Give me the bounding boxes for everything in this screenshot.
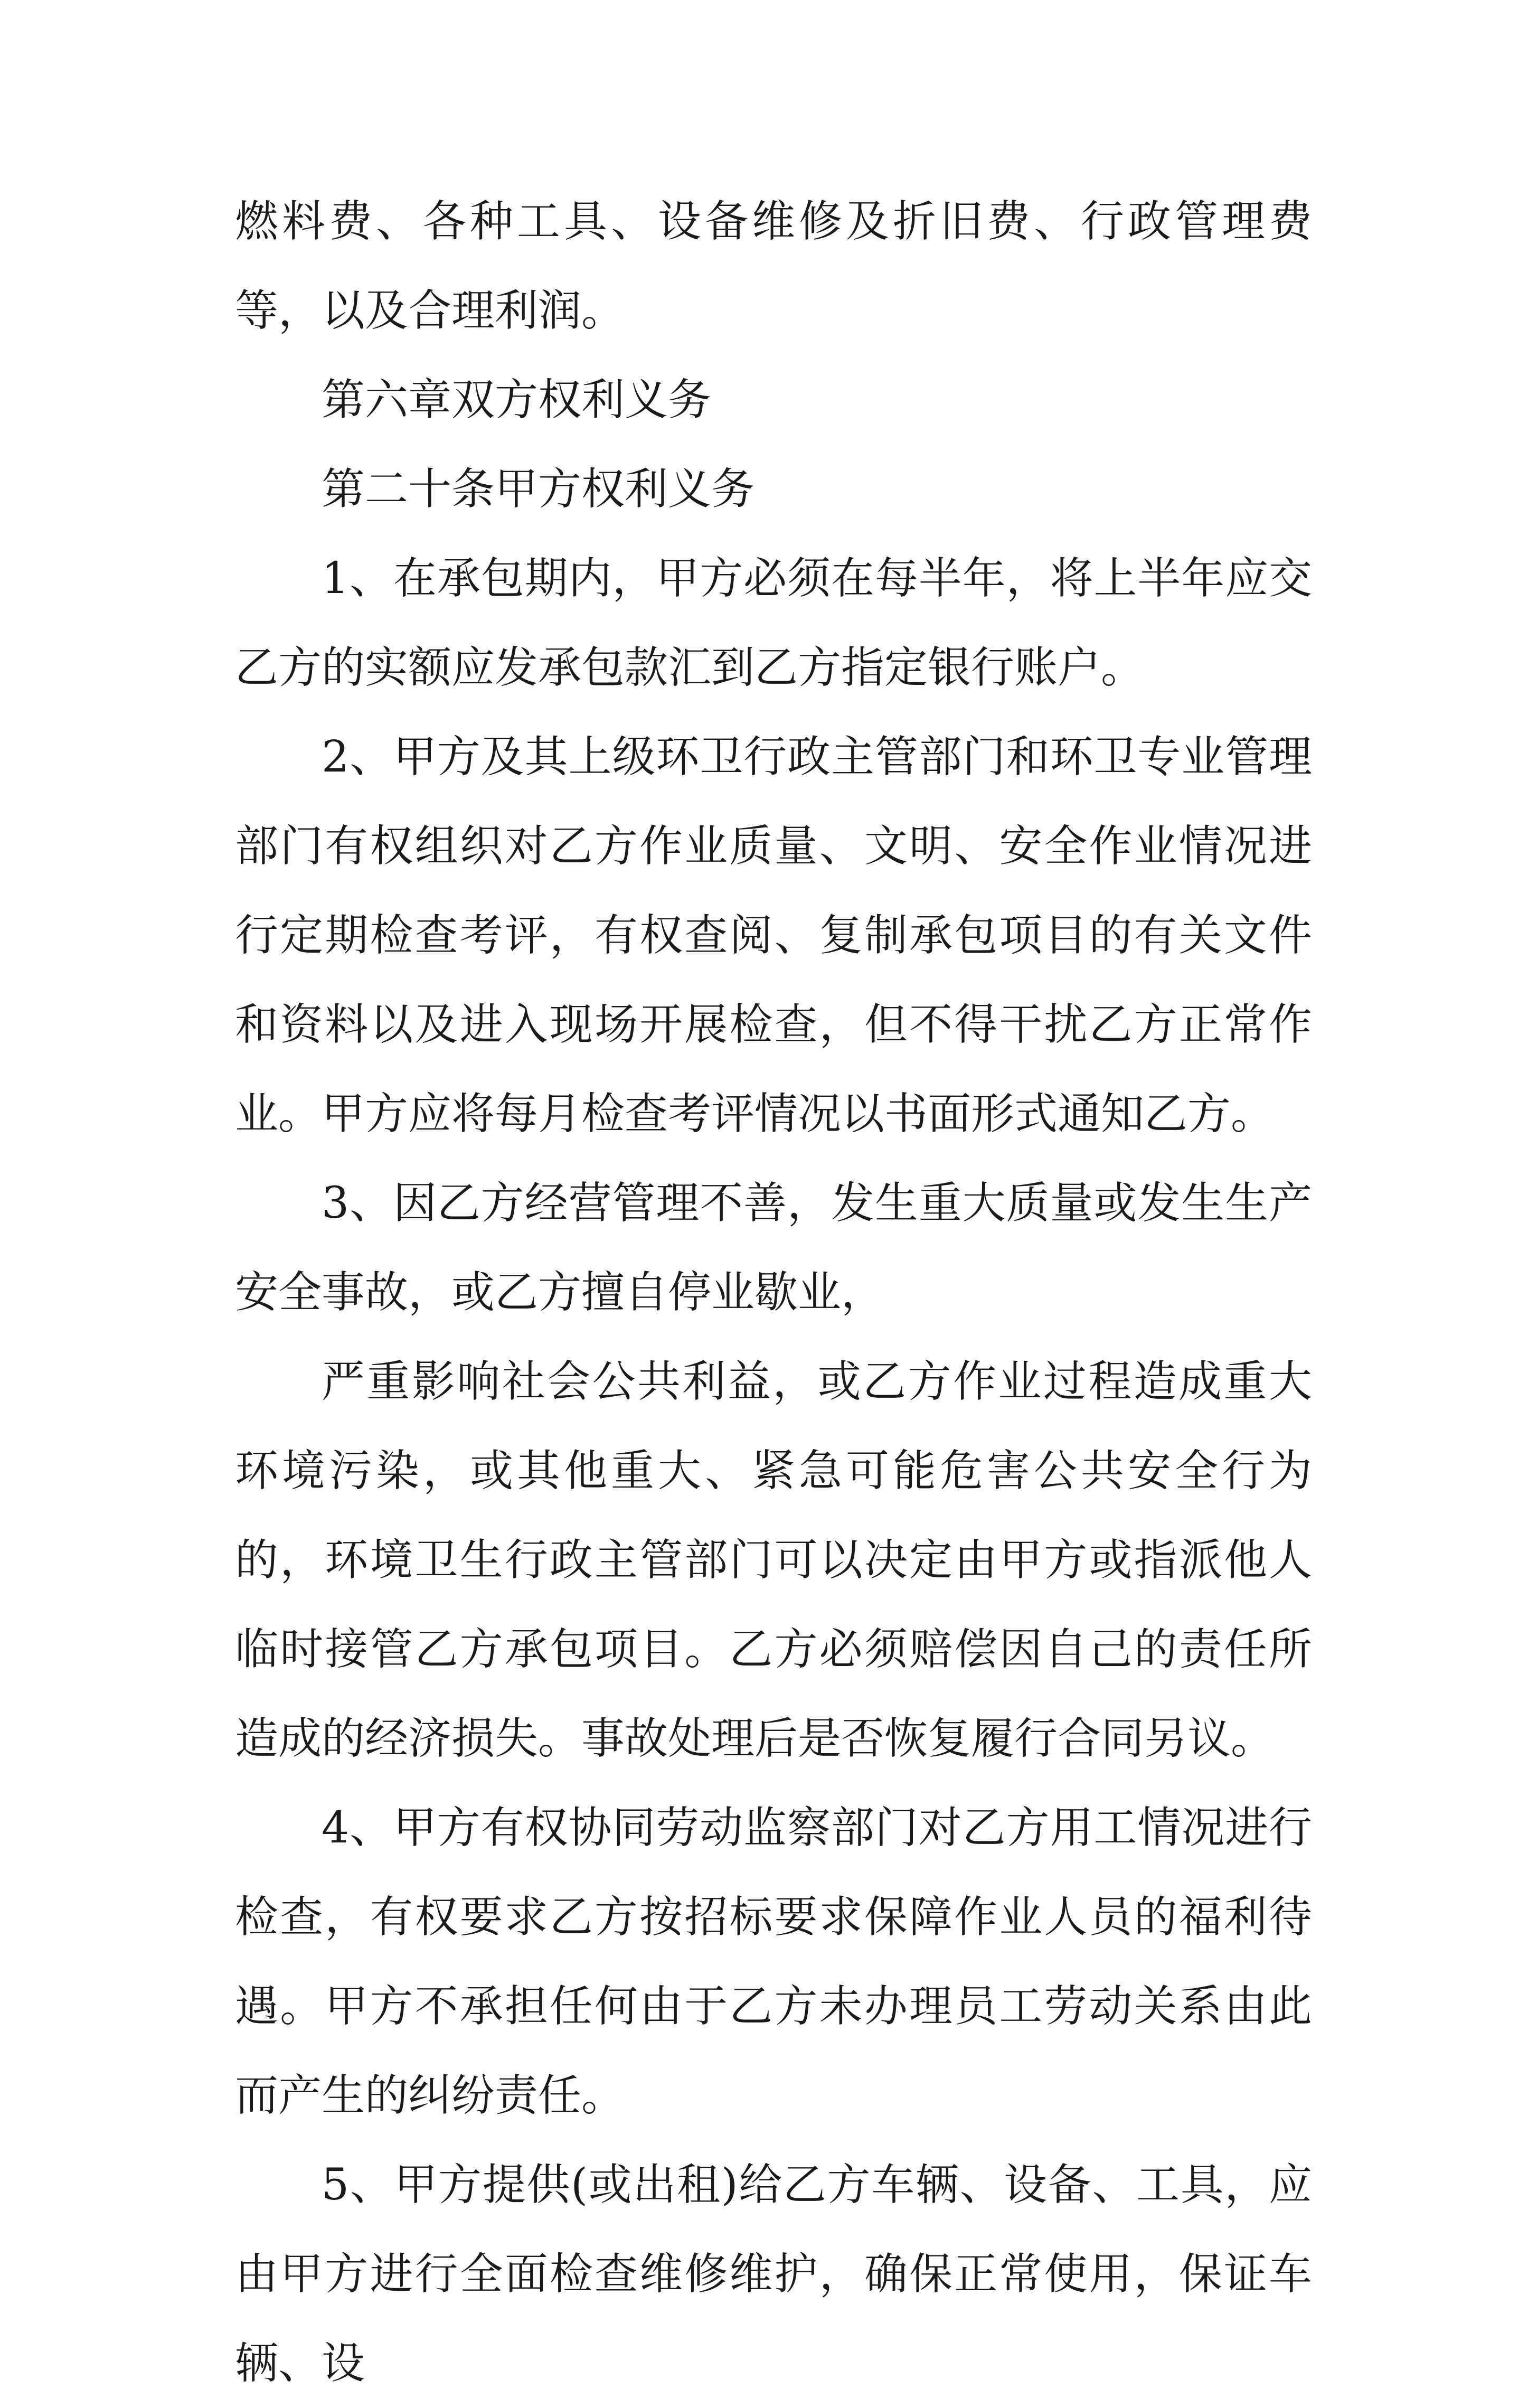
clause-1: 1、在承包期内，甲方必须在每半年，将上半年应交乙方的实额应发承包款汇到乙方指定银行账户。 bbox=[235, 553, 1312, 693]
clause-5: 5、甲方提供(或出租)给乙方车辆、设备、工具，应由甲方进行全面检查维修维护，确保正常使用，保证车辆、设 bbox=[235, 2160, 1312, 2388]
clause-2: 2、甲方及其上级环卫行政主管部门和环卫专业管理部门有权组织对乙方作业质量、文明、安全作业情况进行定期检查考评，有权查阅、复制承包项目的有关文件和资料以及进入现场开展检查，但不得干扰乙方正常作业。甲方应将每月检查考评情况以书面形式通知乙方。 bbox=[235, 732, 1312, 1139]
chapter-heading: 第六章双方权利义务 bbox=[322, 375, 712, 425]
clause-3: 3、因乙方经营管理不善，发生重大质量或发生生产安全事故，或乙方擅自停业歇业， bbox=[235, 1178, 1312, 1318]
article-heading: 第二十条甲方权利义务 bbox=[322, 464, 755, 514]
clause-3-continued: 严重影响社会公共利益，或乙方作业过程造成重大环境污染，或其他重大、紧急可能危害公共安全行为的，环境卫生行政主管部门可以决定由甲方或指派他人临时接管乙方承包项目。乙方必须赔偿因自己的责任所造成的经济损失。事故处理后是否恢复履行合同另议。 bbox=[235, 1357, 1312, 1764]
document-body bbox=[235, 177, 1312, 2408]
clause-4: 4、甲方有权协同劳动监察部门对乙方用工情况进行检查，有权要求乙方按招标要求保障作业人员的福利待遇。甲方不承担任何由于乙方未办理员工劳动关系由此而产生的纠纷责任。 bbox=[235, 1803, 1312, 2121]
paragraph-continuation: 燃料费、各种工具、设备维修及折旧费、行政管理费等，以及合理利润。 bbox=[235, 196, 1312, 336]
